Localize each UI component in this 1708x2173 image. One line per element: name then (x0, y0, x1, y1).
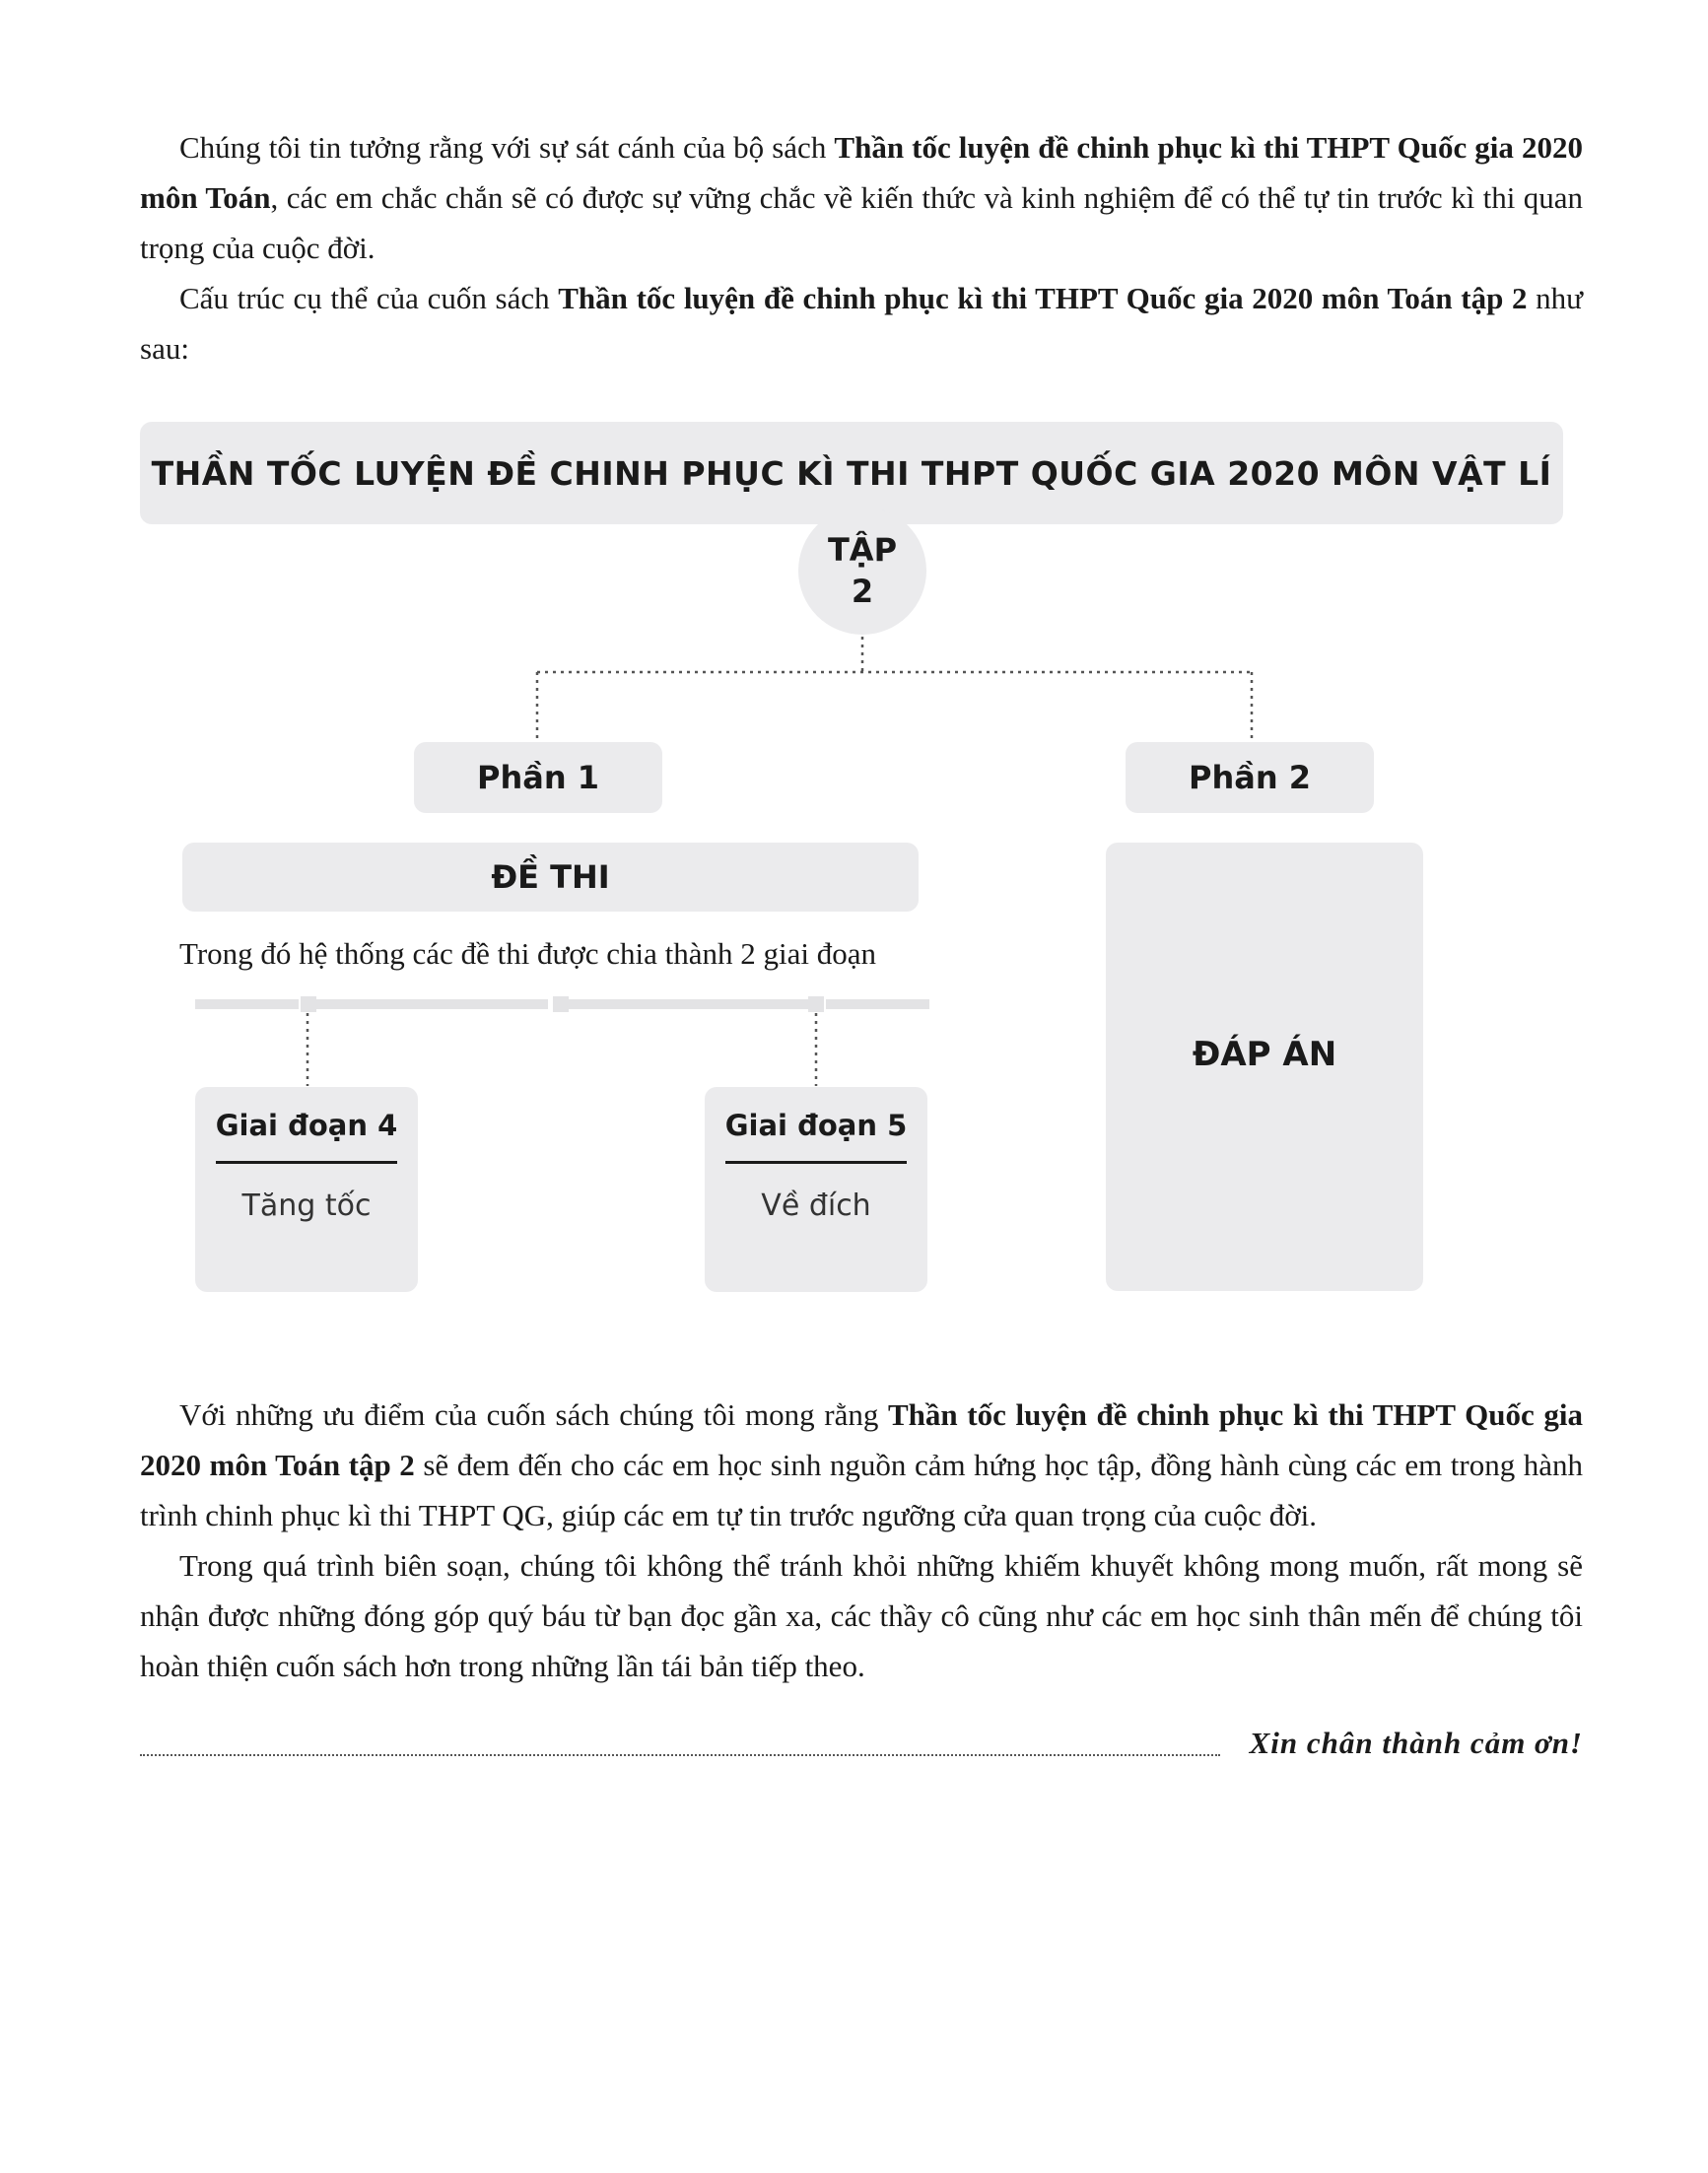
volume-label: TẬP (827, 531, 898, 569)
stage-4-divider (216, 1161, 397, 1164)
stage-5-subtitle: Về đích (761, 1188, 871, 1223)
closing-thanks: Xin chân thành cảm ơn! (1249, 1726, 1583, 1760)
part-2-label: Phần 2 (1188, 759, 1311, 796)
answer-section-label: ĐÁP ÁN (1192, 1035, 1337, 1074)
book-title-bold: Thần tốc luyện đề chinh phục kì thi THPT Quốc gia 2020 môn Toán (140, 130, 1583, 215)
volume-number: 2 (851, 573, 874, 610)
volume-badge (798, 507, 926, 635)
exam-section-box (182, 843, 919, 912)
benefit-paragraph: Với những ưu điểm của cuốn sách chúng tôi mong rằng Thần tốc luyện đề chinh phục kì thi THPT Quốc gia 2020 môn Toán tập 2 sẽ đem đến cho các em học sinh nguồn cảm hứng học tập, đồng hành cùng các em trong hành trình chinh phục kì thi THPT QG, giúp các em tự tin trước ngưỡng cửa quan trọng của cuộc đời. (140, 1397, 1584, 1532)
stages-caption: Trong đó hệ thống các đề thi được chia thành 2 giai đoạn (179, 936, 877, 971)
part-1-box (414, 742, 662, 813)
exam-section-label: ĐỀ THI (491, 858, 610, 896)
intro-paragraph: Chúng tôi tin tưởng rằng với sự sát cánh của bộ sách Thần tốc luyện đề chinh phục kì thi THPT Quốc gia 2020 môn Toán, các em chắc chắn sẽ có được sự vững chắc về kiến thức và kinh nghiệm để có thể tự tin trước kì thi quan trọng của cuộc đời. (140, 130, 1584, 265)
answer-section-box (1106, 843, 1423, 1291)
closing-line (140, 1719, 1583, 1768)
stage-4-box (195, 1087, 418, 1292)
stage-5-title: Giai đoạn 5 (724, 1109, 908, 1142)
stage-5-box (705, 1087, 927, 1292)
structure-intro-paragraph: Cấu trúc cụ thể của cuốn sách Thần tốc luyện đề chinh phục kì thi THPT Quốc gia 2020 môn Toán tập 2 như sau: (140, 281, 1583, 366)
book-title-bold: Thần tốc luyện đề chinh phục kì thi THPT Quốc gia 2020 môn Toán tập 2 (558, 281, 1528, 315)
dotted-leader (140, 1754, 1220, 1756)
stage-4-title: Giai đoạn 4 (215, 1109, 398, 1142)
part-2-box (1126, 742, 1374, 813)
part-1-label: Phần 1 (476, 759, 599, 796)
book-title-bold: Thần tốc luyện đề chinh phục kì thi THPT Quốc gia 2020 môn Toán tập 2 (140, 1397, 1583, 1482)
book-title-text: THẦN TỐC LUYỆN ĐỀ CHINH PHỤC KÌ THI THPT QUỐC GIA 2020 MÔN VẬT LÍ (151, 453, 1552, 493)
stage-5-divider (725, 1161, 907, 1164)
stage-4-subtitle: Tăng tốc (241, 1188, 372, 1223)
feedback-paragraph: Trong quá trình biên soạn, chúng tôi không thể tránh khỏi những khiếm khuyết không mong muốn, rất mong sẽ nhận được những đóng góp quý báu từ bạn đọc gần xa, các thầy cô cũng như các em học sinh thân mến để chúng tôi hoàn thiện cuốn sách hơn trong những lần tái bản tiếp theo. (140, 1548, 1583, 1683)
